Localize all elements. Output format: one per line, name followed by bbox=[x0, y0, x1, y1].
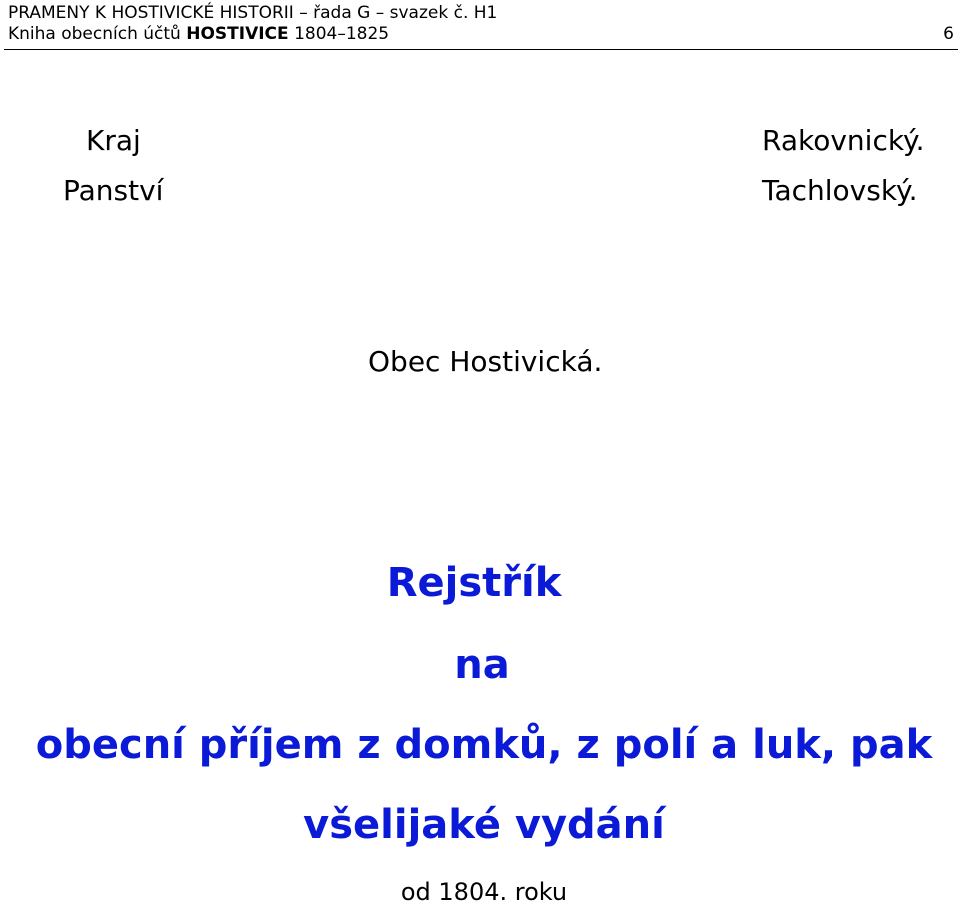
series-title: PRAMENY K HOSTIVICKÉ HISTORII – řada G – svazek č. H1 bbox=[8, 3, 498, 23]
region-label: Kraj bbox=[86, 124, 141, 157]
book-name: HOSTIVICE bbox=[186, 24, 289, 44]
header-divider bbox=[4, 49, 958, 50]
book-title bbox=[8, 24, 389, 44]
page-header bbox=[0, 0, 960, 52]
register-subtitle-na: na bbox=[454, 642, 510, 688]
register-description-line2: všelijaké vydání bbox=[303, 802, 665, 848]
register-start-year: od 1804. roku bbox=[400, 878, 568, 906]
page-number: 6 bbox=[943, 24, 954, 44]
register-description-line1: obecní příjem z domků, z polí a luk, pak bbox=[35, 722, 933, 768]
estate-value: Tachlovský. bbox=[762, 174, 918, 207]
estate-label: Panství bbox=[63, 174, 164, 207]
book-prefix: Kniha obecních účtů bbox=[8, 24, 181, 44]
book-years: 1804–1825 bbox=[294, 24, 390, 44]
region-value: Rakovnický. bbox=[762, 124, 925, 157]
municipality-name: Obec Hostivická. bbox=[368, 345, 603, 378]
register-title: Rejstřík bbox=[386, 560, 562, 606]
